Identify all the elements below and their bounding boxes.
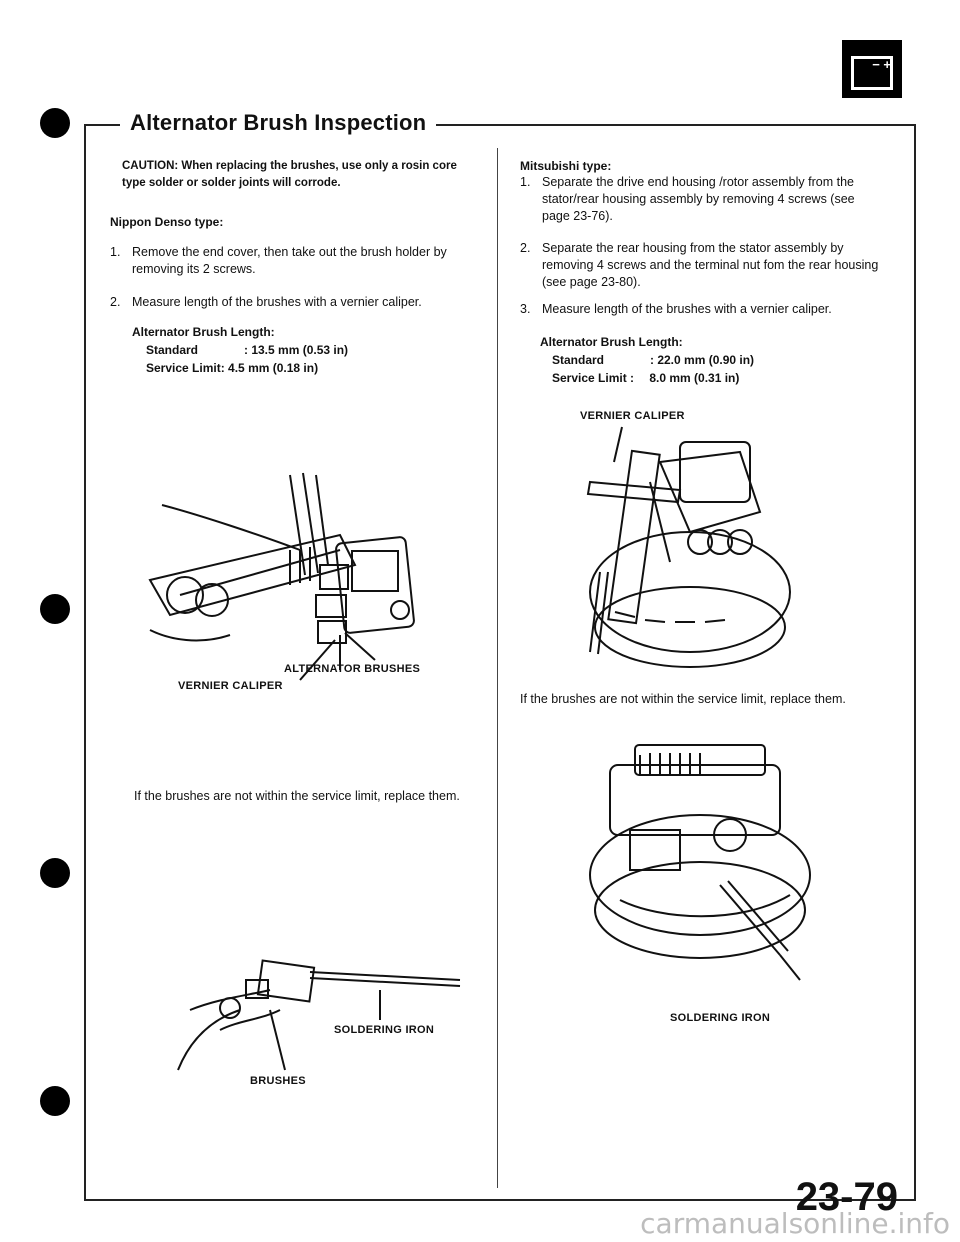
right-step-1-text: Separate the drive end housing /rotor assembly from the stator/rear housing assembly by removing 4 screws (see page 23-76).: [542, 175, 855, 223]
right-step-1-num: 1.: [520, 175, 531, 189]
right-spec-standard-value: : 22.0 mm (0.90 in): [650, 353, 755, 367]
left-spec-limit: [146, 360, 318, 377]
left-step-1-num: 1.: [110, 245, 121, 259]
left-spec-title: Alternator Brush Length:: [132, 325, 275, 339]
left-step-1: [110, 244, 480, 278]
left-spec-standard-label: Standard: [146, 343, 199, 357]
binder-hole-3: [40, 858, 70, 888]
left-replace-note: If the brushes are not within the service limit, replace them.: [134, 789, 460, 803]
left-spec-standard: [146, 342, 348, 359]
right-label-vernier-caliper: VERNIER CALIPER: [580, 410, 685, 422]
left-label-soldering-iron: SOLDERING IRON: [334, 1024, 435, 1036]
right-spec-standard: [552, 352, 754, 369]
left-step-2-num: 2.: [110, 295, 121, 309]
mitsubishi-caliper-illustration: [560, 422, 800, 672]
nippon-denso-caliper-illustration: [140, 455, 470, 695]
left-step-1-text: Remove the end cover, then take out the brush holder by removing its 2 screws.: [132, 245, 447, 276]
left-label-alternator-brushes: ALTERNATOR BRUSHES: [284, 663, 421, 675]
left-spec-limit-label: Service Limit:: [146, 361, 225, 375]
right-step-3: [520, 301, 885, 318]
column-divider: [497, 148, 498, 1188]
page-number: 23-79: [795, 1175, 898, 1219]
site-watermark: carmanualsonline.info: [640, 1207, 950, 1240]
right-spec-limit-value: 8.0 mm (0.31 in): [649, 371, 740, 385]
right-step-2: [520, 240, 885, 291]
right-step-2-text: Separate the rear housing from the stator assembly by removing 4 screws and the terminal nut fom the rear housing (see page 23-80).: [542, 241, 879, 289]
right-step-1: [520, 174, 885, 225]
left-label-vernier-caliper: VERNIER CALIPER: [178, 680, 283, 692]
left-spec-limit-value: 4.5 mm (0.18 in): [228, 361, 319, 375]
right-step-3-num: 3.: [520, 302, 531, 316]
right-spec-title: Alternator Brush Length:: [540, 335, 683, 349]
right-replace-note: If the brushes are not within the service limit, replace them.: [520, 692, 846, 706]
caution-note: CAUTION: When replacing the brushes, use only a rosin core type solder or solder joints will corrode.: [122, 160, 457, 189]
right-step-2-num: 2.: [520, 241, 531, 255]
right-label-soldering-iron: SOLDERING IRON: [670, 1012, 771, 1024]
binder-hole-1: [40, 108, 70, 138]
left-label-brushes: BRUSHES: [250, 1075, 306, 1087]
left-step-2: [110, 294, 480, 311]
binder-hole-2: [40, 594, 70, 624]
binder-hole-4: [40, 1086, 70, 1116]
right-step-3-text: Measure length of the brushes with a vernier caliper.: [542, 302, 832, 316]
right-spec-limit-label: Service Limit :: [552, 371, 635, 385]
mitsubishi-soldering-illustration: [580, 735, 830, 995]
right-spec-limit: [552, 370, 739, 387]
right-subheading: Mitsubishi type:: [520, 159, 612, 173]
page-title: Alternator Brush Inspection: [120, 110, 436, 136]
right-spec-standard-label: Standard: [552, 353, 605, 367]
left-step-2-text: Measure length of the brushes with a vernier caliper.: [132, 295, 422, 309]
left-subheading: Nippon Denso type:: [110, 215, 224, 229]
left-spec-standard-value: : 13.5 mm (0.53 in): [244, 343, 349, 357]
battery-icon: − +: [842, 40, 902, 98]
